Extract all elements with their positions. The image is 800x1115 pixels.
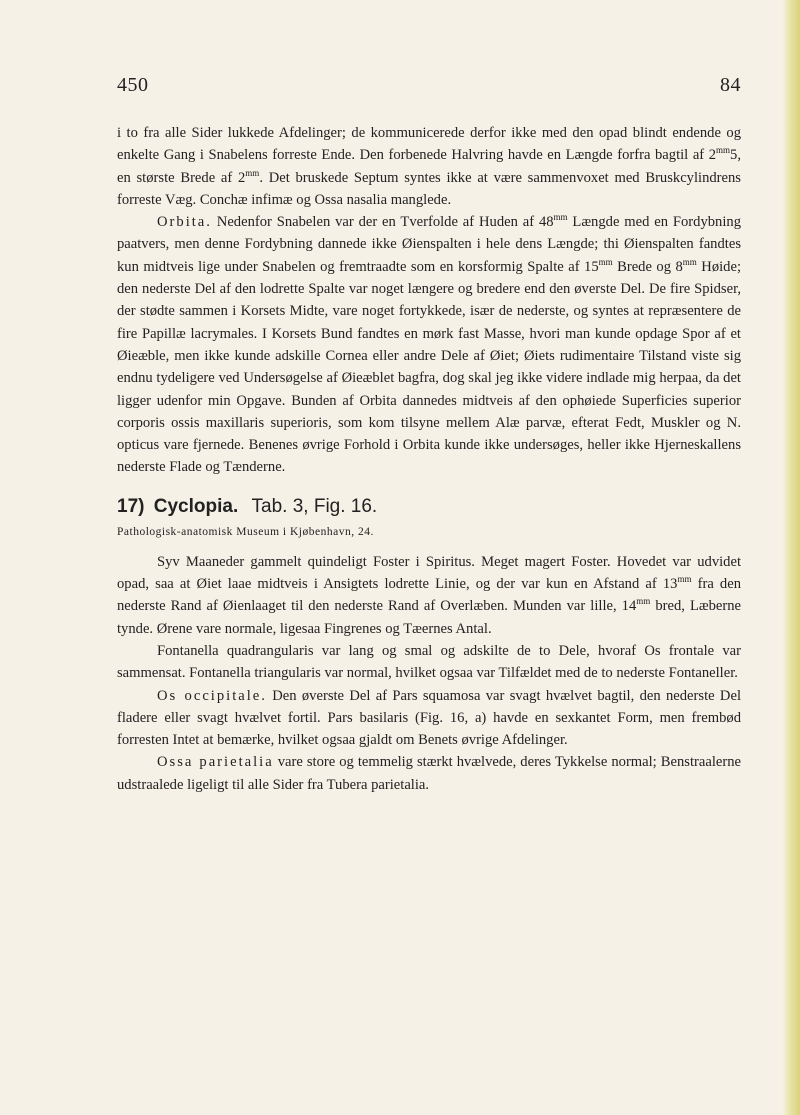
paragraph-occipitale: Os occipitale. Den øverste Del af Pars squamosa var svagt hvælvet bagtil, den nederste Del fladere eller svagt hvælvet fortil. Pars basilaris (Fig. 16, a) havde en sexkantet Form, men frembød forresten Intet at bemærke, hvilket ogsaa gjaldt om Benets øvrige Afdelinger. (117, 687, 741, 749)
paragraph-orbita: Orbita. Nedenfor Snabelen var der en Tverfolde af Huden af $48^{mm}$ Længde med en Fordybning paatvers, men denne Fordybning dannede ikke Øienspalten i hele dens Længde; thi Øienspalten fandtes kun midtveis lige under Snabelen og fremtraadte som en korsformig Spalte af $15^{mm}$ Brede og $8^{mm}$ Høide; den nederste Del af den lodrette Spalte var noget længere og bredere end den øverste Del. De fire Spidser, der stødte sammen i Korsets Midte, vare noget fortykkede, især de nederste, og syntes at repræsentere de fire Papillæ lacrymales. I Korsets Bund fandtes en mørk fast Masse, hvori man kunde opdage Spor af et Øieæble, men ikke kunde adskille Cornea eller andre Dele af Øiet; Øiets rudimentaire Tilstand viste sig endnu tydeligere ved Undersøgelse af Øieæblet bagfra, dog skal jeg ikke videre indlade mig herpaa, da det ligger udenfor min Opgave. Bunden af Orbita dannedes midtveis af den ophøiede Superficies superior corporis ossis maxillaris superioris, som kom tilsyne mellem Alæ parvæ, efterat Fedt, Muskler og N. opticus vare fjernede. Benenes øvrige Forhold i Orbita kunde ikke undersøges, heller ikke Hjerneskallens nederste Flade og Tænderne. (117, 212, 742, 476)
page-edge-stain (782, 0, 800, 1115)
occipitale-heading: Os occipitale. (157, 687, 267, 704)
paragraph-parietalia: Ossa parietalia vare store og temmelig stærkt hvælvede, deres Tykkelse normal; Benstraalerne udstraalede ligeligt til alle Sider fra Tubera parietalia. (117, 754, 741, 793)
section-heading (117, 493, 741, 521)
left-page-number: 450 (117, 74, 149, 96)
paragraph-fontanella: Fontanella quadrangularis var lang og smal og adskilte de to Dele, hvoraf Os frontale var sammensat. Fontanella triangularis var normal, hvilket ogsaa var Tilfældet med de to nederste Fontaneller. (117, 642, 741, 682)
parietalia-heading: Ossa parietalia (157, 754, 274, 771)
figure-reference: Tab. 3, Fig. 16. (251, 495, 378, 517)
paragraph-description: Syv Maaneder gammelt quindeligt Foster i Spiritus. Meget magert Foster. Hovedet var udvidet opad, saa at Øiet laae midtveis i Ansigtets lodrette Linie, og der var kun en Afstand af $13^{mm}$ fra den nederste Rand af Øienlaaget til den nederste Rand af Overlæben. Munden var lille, $14^{mm}$ bred, Læberne tynde. Ørene vare normale, ligesaa Fingrenes og Tæernes Antal. (117, 553, 741, 637)
section-title: Cyclopia. (153, 495, 239, 517)
specimen-source: Pathologisk-anatomisk Museum i Kjøbenhavn, 24. (117, 525, 374, 538)
paragraph-nasal: i to fra alle Sider lukkede Afdelinger; de kommunicerede derfor ikke med den opad blindt endende og enkelte Gang i Snabelens forreste Ende. Den forbenede Halvring havde en Længde forfra bagtil af $2^{mm}5$, en største Brede af $2^{mm}$. Det bruskede Septum syntes ikke at være sammenvoxet med Bruskcylindrens forreste Væg. Conchæ infimæ og Ossa nasalia manglede. (117, 125, 741, 208)
right-page-number: 84 (720, 74, 741, 96)
page-body (117, 122, 741, 796)
page-header (117, 74, 741, 97)
section-number: 17) (117, 495, 145, 517)
orbita-heading: Orbita. (157, 214, 212, 231)
